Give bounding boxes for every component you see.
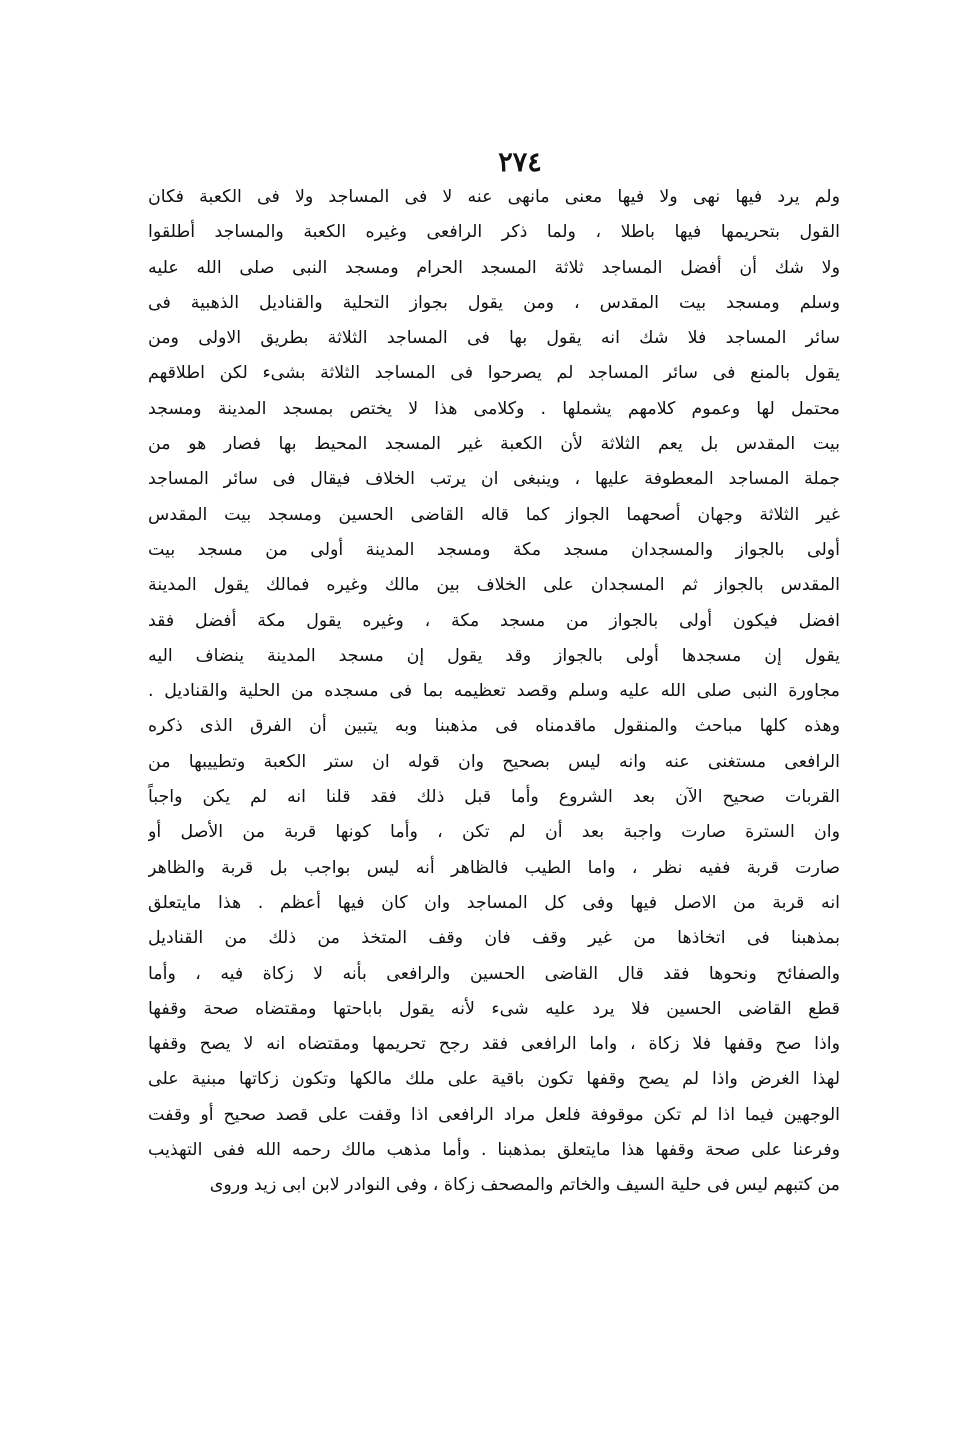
text-line: وفرعنا على صحة وقفها هذا مايتعلق بمذهبنا . وأما مذهب مالك رحمه الله ففى التهذيب xyxy=(148,1140,840,1161)
text-line: سائر المساجد فلا شك انه يقول بها فى المساجد الثلاثة بطريق الاولى ومن xyxy=(148,328,840,349)
text-line: وان السترة صارت واجبة بعد أن لم تكن ، وأما كونها قربة من الأصل أو xyxy=(148,822,840,843)
page-number: ٢٧٤ xyxy=(498,147,542,178)
text-line: أولى بالجواز والمسجدان مسجد مكة ومسجد المدينة أولى من مسجد بيت xyxy=(148,539,840,560)
body-text xyxy=(148,180,840,1204)
text-line: ولا شك أن أفضل المساجد ثلاثة المسجد الحرام ومسجد النبى صلى الله عليه xyxy=(148,257,840,278)
text-line: قطع القاضى الحسين فلا يرد عليه شىء لأنه يقول باباحتها ومقتضاه صحة وقفها xyxy=(148,998,840,1019)
text-line: يقول إن مسجدها أولى بالجواز وقد يقول إن مسجد المدينة ينضاف اليه xyxy=(148,645,840,666)
text-line: القول بتحريمها فيها باطلا ، ولما ذكر الرافعى وغيره الكعبة والمساجد أطلقوا xyxy=(148,222,840,243)
text-line: وهذه كلها مباحث والمنقول ماقدمناه فى مذهبنا وبه يتبين أن الفرق الذى ذكره xyxy=(148,716,840,737)
text-line: من كتبهم ليس فى حلية السيف والخاتم والمصحف زكاة ، وفى النوادر لابن ابى زيد وروى xyxy=(209,1175,840,1196)
text-line: بيت المقدس بل يعم الثلاثة لأن الكعبة غير المسجد المحيط بها فصار هو من xyxy=(148,434,840,455)
text-line: انه قربة من الاصل فيها وفى كل المساجد وان كان فيها أعظم . هذا مايتعلق xyxy=(148,892,840,913)
text-line: المقدس بالجواز ثم المسجدان على الخلاف بين مالك وغيره فمالك يقول المدينة xyxy=(148,575,840,596)
text-line: محتمل لها وعموم كلامهم يشملها . وكلامى هذا لا يختص بمسجد المدينة ومسجد xyxy=(148,398,840,419)
text-line: صارت قربة ففيه نظر ، واما الطيب فالظاهر أنه ليس بواجب بل قربة والظاهر xyxy=(148,857,840,878)
text-line: مجاورة النبى صلى الله عليه وسلم وقصد تعظيمه بما فى مسجده من الحلية والقناديل . xyxy=(148,681,840,702)
text-line: بمذهبنا فى اتخاذها من غير وقف فان وقف المتخذ من ذلك من القناديل xyxy=(148,928,840,949)
text-line: ولم يرد فيها نهى ولا فيها معنى مانهى عنه لا فى المساجد ولا فى الكعبة فكان xyxy=(148,187,840,207)
text-line: افضل فيكون أولى بالجواز من مسجد مكة ، وغيره يقول مكة أفضل فقد xyxy=(148,610,840,631)
text-line: والصفائح ونحوها فقد قال القاضى الحسين والرافعى بأنه لا زكاة فيه ، وأما xyxy=(148,963,840,984)
text-line: الرافعى مستغنى عنه وانه ليس بصحيح وان قوله ان ستر الكعبة وتطييبها من xyxy=(148,751,840,772)
text-line: الوجهين فيما اذا لم تكن موقوفة فلعل مراد الرافعى اذا وقفت على قصد صحيح أو وقفت xyxy=(148,1104,840,1125)
text-line: القربات صحيح الآن بعد الشروع وأما قبل ذلك فقد قلنا انه لم يكن واجباً xyxy=(148,787,840,808)
text-line: يقول بالمنع فى سائر المساجد لم يصرحوا فى المساجد الثلاثة بشىء لكن اطلاقهم xyxy=(148,363,840,384)
text-line: لهذا الغرض واذا لم يصح وقفها تكون باقية على ملك مالكها وتكون زكاتها مبنية على xyxy=(148,1069,840,1090)
text-line: واذا صح وقفها فلا زكاة ، واما الرافعى فقد رجح تحريمها ومقتضاه انه لا يصح وقفها xyxy=(148,1034,840,1055)
text-line: وسلم ومسجد بيت المقدس ، ومن يقول بجواز التحلية والقناديل الذهبية فى xyxy=(148,292,840,313)
text-line: جملة المساجد المعطوفة عليها ، وينبغى ان يرتب الخلاف فيقال فى سائر المساجد xyxy=(148,469,840,490)
text-line: غير الثلاثة وجهان أصحهما الجواز كما قاله القاضى الحسين ومسجد بيت المقدس xyxy=(148,504,840,525)
